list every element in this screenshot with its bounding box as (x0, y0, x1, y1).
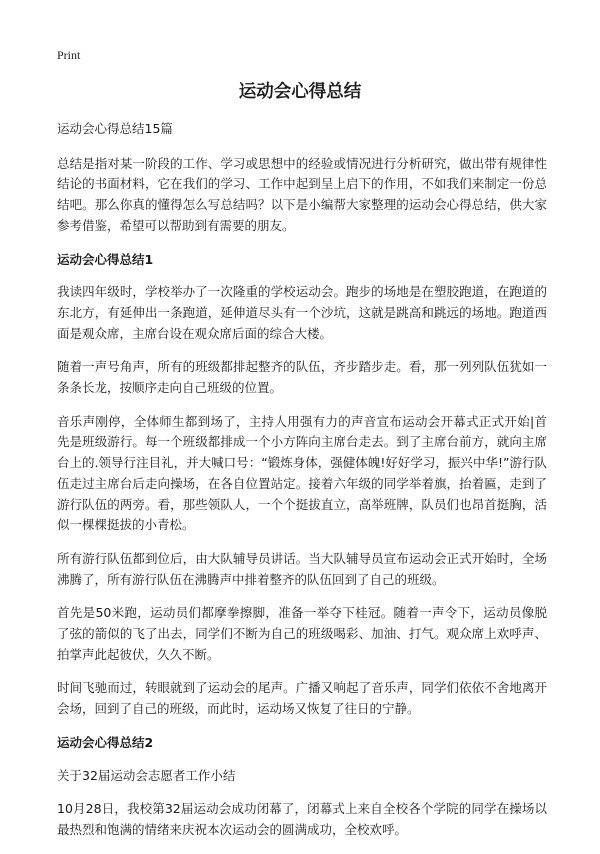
article-body (57, 119, 547, 854)
paragraph: 首先是50米跑，运动员们都摩拳擦脚，准备一举夺下桂冠。随着一声令下，运动员像脱了弦的箭似的飞了出去，同学们不断为自己的班级喝彩、加油、打气。观众席上欢呼声、拍掌声此起彼伏，久久不断。 (57, 605, 547, 662)
paragraph: 关于32届运动会志愿者工作小结 (57, 767, 236, 783)
paragraph: 随着一声号角声，所有的班级都排起整齐的队伍，齐步踏步走。看，那一列列队伍犹如一条条长龙，按顺序走向自己班级的位置。 (57, 359, 547, 396)
section-heading: 运动会心得总结2 (57, 734, 154, 750)
page-title: 运动会心得总结 (238, 82, 362, 102)
paragraph: 10月28日，我校第32届运动会成功闭幕了，闭幕式上来自全校各个学院的同学在操场以最热烈和饱满的情绪来庆祝本次运动会的圆满成功，全校欢呼。 (57, 801, 547, 837)
intro-paragraph: 总结是指对某一阶段的工作、学习或思想中的经验或情况进行分析研究，做出带有规律性结论的书面材料，它在我们的学习、工作中起到呈上启下的作用，不如我们来制定一份总结吧。那么你真的懂得怎么写总结吗？以下是小编帮大家整理的运动会心得总结，供大家参考借鉴，希望可以帮助到有需要的朋友。 (57, 155, 547, 233)
paragraph: 我读四年级时，学校举办了一次隆重的学校运动会。跑步的场地是在塑胶跑道，在跑道的东北方，有延伸出一条跑道，延伸道尽头有一个沙坑，这就是跳高和跳远的场地。跑道西面是观众席，主席台设在观众席后面的综合大楼。 (57, 284, 547, 341)
paragraph: 所有游行队伍都到位后，由大队辅导员讲话。当大队辅导员宣布运动会正式开始时，全场沸腾了，所有游行队伍在沸腾声中排着整齐的队伍回到了自己的班级。 (57, 550, 547, 587)
section-heading: 运动会心得总结1 (57, 251, 154, 267)
article-subtitle: 运动会心得总结15篇 (57, 121, 173, 136)
paragraph: 音乐声刚停，全体师生都到场了，主持人用强有力的声音宣布运动会开幕式正式开始|首先是班级游行。每一个班级都排成一个小方阵向主席台走去。到了主席台前方，就向主席台上的.领导行注目礼，并大喊口号：“锻炼身体，强健体魄!好好学习，振兴中华!”游行队伍走过主席台后走向操场，在各自位置站定。接着六年级的同学举着旗，抬着匾，走到了游行队伍的两旁。看，那些领队人，一个个挺拔直立，高举班牌，队员们也昂首挺胸，活似一棵棵挺拔的小青松。 (57, 413, 547, 533)
paragraph: 时间飞驰而过，转眼就到了运动会的尾声。广播又响起了音乐声，同学们依依不舍地离开会场，回到了自己的班级，而此时，运动场又恢复了往日的宁静。 (57, 680, 547, 717)
print-link[interactable]: Print (57, 48, 81, 62)
